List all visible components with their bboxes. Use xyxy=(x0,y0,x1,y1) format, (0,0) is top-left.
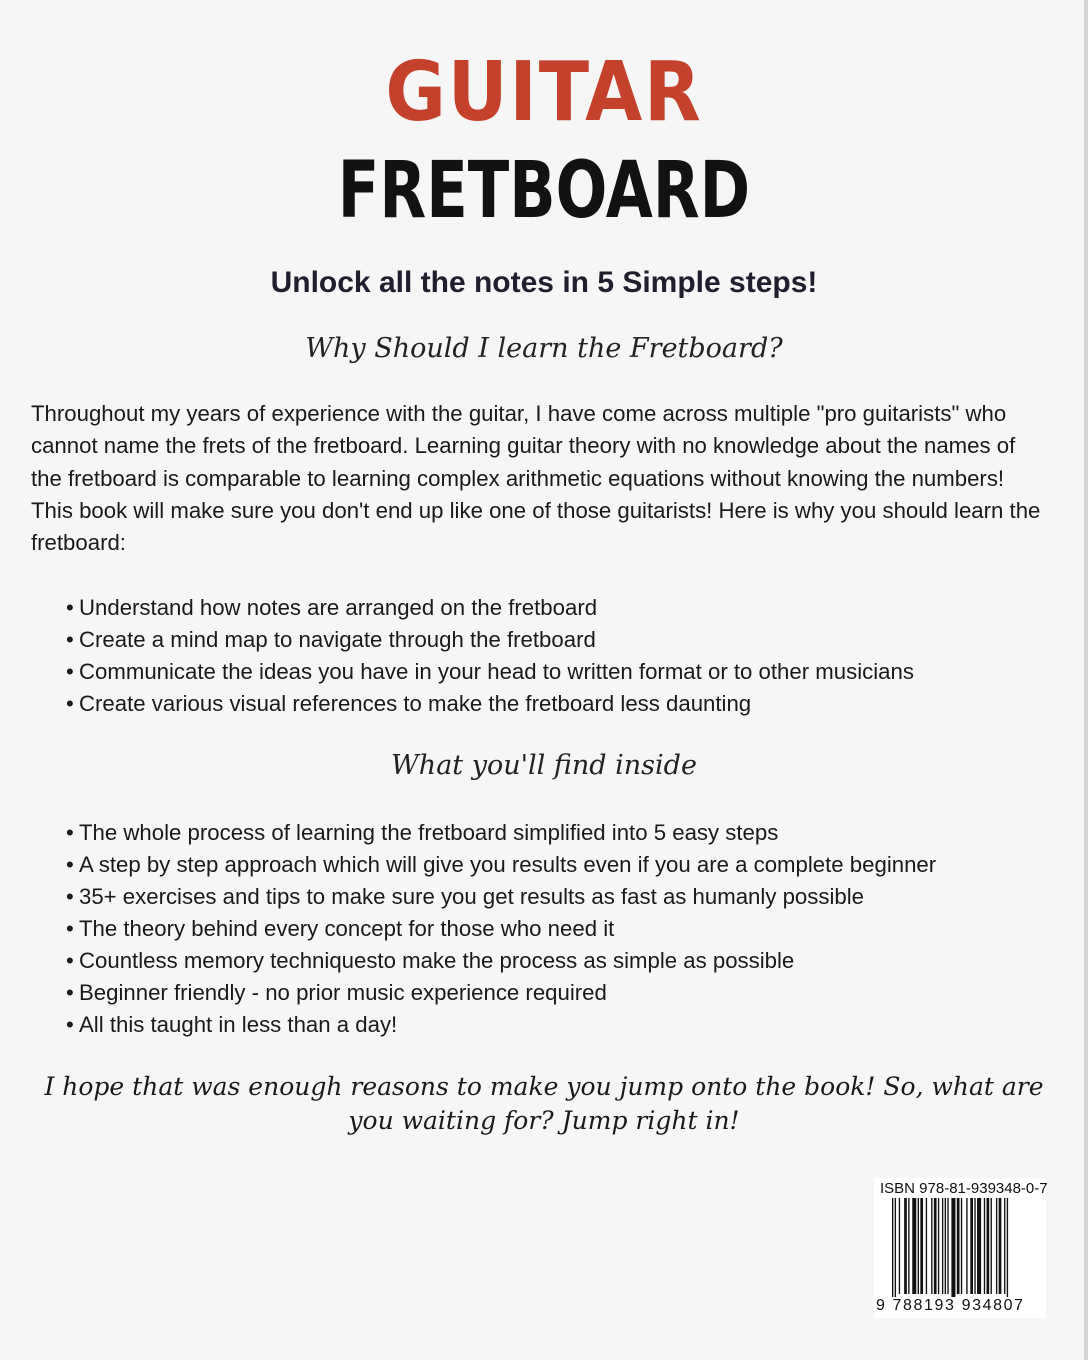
section-heading-why: Why Should I learn the Fretboard? xyxy=(305,333,783,364)
barcode-bars xyxy=(892,1198,1042,1304)
barcode-bar xyxy=(970,1198,973,1294)
bullet-dot: • xyxy=(66,820,74,845)
bullet-dot: • xyxy=(66,627,74,652)
barcode-bar xyxy=(957,1198,960,1294)
barcode-bar xyxy=(920,1198,923,1294)
reason-item-text: Create a mind map to navigate through the fretboard xyxy=(79,627,596,652)
reason-item xyxy=(66,688,1026,720)
closing-text: I hope that was enough reasons to make you jump onto the book! So, what are you waiting for? Jump right in! xyxy=(44,1072,1044,1135)
barcode-bar xyxy=(931,1198,932,1294)
page-edge xyxy=(1084,0,1088,1360)
barcode-bar xyxy=(895,1198,896,1304)
barcode-bar xyxy=(947,1198,948,1294)
barcode-bar xyxy=(934,1198,937,1294)
inside-item xyxy=(66,817,1026,849)
bullet-dot: • xyxy=(66,595,74,620)
barcode-bar xyxy=(926,1198,927,1294)
bullet-dot: • xyxy=(66,948,74,973)
barcode-bar xyxy=(991,1198,992,1294)
inside-item-text: 35+ exercises and tips to make sure you get results as fast as humanly possible xyxy=(79,884,864,909)
inside-item xyxy=(66,945,1026,977)
title-fretboard: FRETBOARD xyxy=(337,146,751,236)
isbn-label: ISBN 978-81-939348-0-7 xyxy=(880,1180,1048,1197)
bullet-dot: • xyxy=(66,980,74,1005)
bullet-dot: • xyxy=(66,852,74,877)
reason-item xyxy=(66,592,1026,624)
reason-item-text: Create various visual references to make the fretboard less daunting xyxy=(79,691,752,716)
inside-item-text: All this taught in less than a day! xyxy=(79,1012,398,1037)
barcode-bar xyxy=(904,1198,907,1294)
inside-item-text: A step by step approach which will give you results even if you are a complete beginner xyxy=(79,852,937,877)
barcode-bar xyxy=(908,1198,909,1294)
bullet-dot: • xyxy=(66,659,74,684)
bullet-dot: • xyxy=(66,884,74,909)
reason-item-text: Communicate the ideas you have in your head to written format or to other musicians xyxy=(79,659,914,684)
barcode-bar xyxy=(945,1198,946,1294)
inside-item xyxy=(66,849,1026,881)
barcode-bar xyxy=(984,1198,985,1294)
title-guitar: GUITAR xyxy=(385,45,703,140)
barcode-bar xyxy=(1004,1198,1005,1294)
barcode-bar xyxy=(918,1198,919,1294)
tagline: Unlock all the notes in 5 Simple steps! xyxy=(270,266,818,299)
barcode-bar xyxy=(996,1198,997,1294)
inside-list xyxy=(66,817,1026,1041)
barcode-bar xyxy=(987,1198,990,1294)
inside-item-text: Countless memory techniquesto make the process as simple as possible xyxy=(79,948,795,973)
inside-item xyxy=(66,913,1026,945)
reason-item-text: Understand how notes are arranged on the fretboard xyxy=(79,595,598,620)
bullet-dot: • xyxy=(66,1012,74,1037)
barcode-bar xyxy=(912,1198,916,1294)
barcode-bar xyxy=(977,1198,981,1294)
barcode-bar xyxy=(999,1198,1002,1294)
barcode-bar xyxy=(951,1198,955,1304)
bullet-dot: • xyxy=(66,916,74,941)
bullet-dot: • xyxy=(66,691,74,716)
barcode-bar xyxy=(899,1198,900,1294)
reason-item xyxy=(66,624,1026,656)
section-heading-inside: What you'll find inside xyxy=(391,750,697,781)
isbn-barcode xyxy=(874,1178,1046,1318)
barcode-bar xyxy=(942,1198,943,1294)
inside-item-text: The theory behind every concept for those who need it xyxy=(79,916,615,941)
inside-item-text: The whole process of learning the fretboard simplified into 5 easy steps xyxy=(79,820,779,845)
inside-item xyxy=(66,1009,1026,1041)
barcode-digits: 9 788193 934807 xyxy=(876,1297,1044,1315)
barcode-bar xyxy=(966,1198,967,1294)
barcode-bar xyxy=(892,1198,893,1304)
inside-item xyxy=(66,881,1026,913)
barcode-bar xyxy=(974,1198,975,1294)
intro-paragraph: Throughout my years of experience with the guitar, I have come across multiple "pro guitarists" who cannot name the frets of the fretboard. Learning guitar theory with no knowledge about the names of the fretboard is comparable to learning complex arithmetic equations without knowing the numbers! This book will make sure you don't end up like one of those guitarists! Here is why you should learn the fretboard: xyxy=(31,401,1041,556)
barcode-bar xyxy=(961,1198,962,1294)
inside-item xyxy=(66,977,1026,1009)
inside-item-text: Beginner friendly - no prior music experience required xyxy=(79,980,607,1005)
barcode-bar xyxy=(938,1198,939,1294)
barcode-bar xyxy=(1007,1198,1008,1304)
reason-item xyxy=(66,656,1026,688)
reasons-list xyxy=(66,592,1026,720)
